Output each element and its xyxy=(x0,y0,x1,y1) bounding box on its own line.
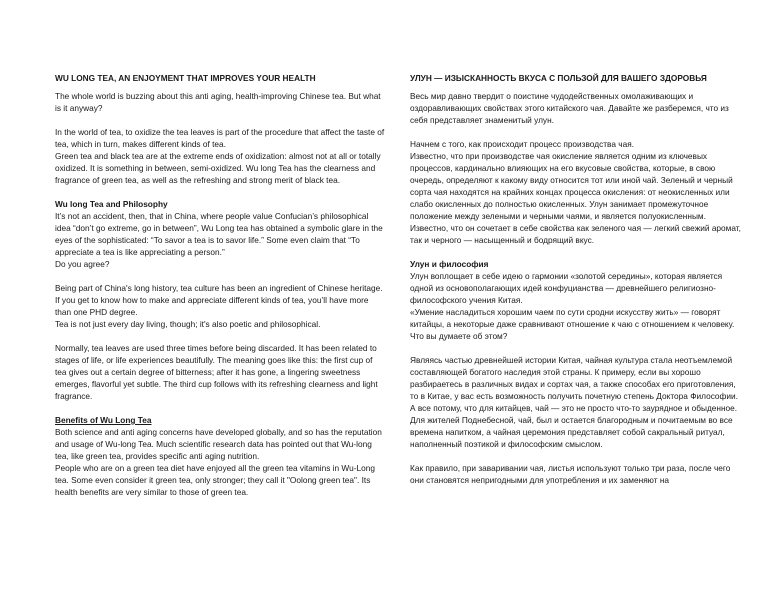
english-benefits-paragraph-2: People who are on a green tea diet have enjoyed all the green tea vitamins in Wu-Long tea. Some even consider it green tea, only stronger; they call it "Oolong green tea". Its health benefits are very similar to those of green tea. xyxy=(55,463,375,497)
english-philosophy-heading: Wu long Tea and Philosophy xyxy=(55,199,168,209)
russian-brewing-paragraph: Как правило, при заваривании чая, листья используют только три раза, после чего они становятся непригодными для употребления и их заменяют на xyxy=(410,463,731,485)
russian-history-paragraph: Являясь частью древнейшей истории Китая, чайная культура стала неотъемлемой составляющей богатого наследия этой страны. К примеру, если вы хорошо разбираетесь в различных видах и сортах чая, а также способах его приготовления, то в Китае, у вас есть возможность получить почетную степень Доктора Философии. А все потому, что для китайцев, чай — это не просто что-то заурядное и обыденное. Для жителей Поднебесной, чай, был и остается благородным и почитаемым во все времена напитком, а чайная церемония представляет собой сакральный ритуал, наполненный поэтикой и философским смыслом. xyxy=(410,355,738,449)
english-philosophy-paragraph: It’s not an accident, then, that in China, where people value Confucian’s philosophical idea “don’t go extreme, go in between”, Wu Long tea has obtained a symbolic glare in the eyes of the sophisticated: “To savor a tea is to savor life.” Some even claim that “To appreciate a tea is like appreciating a person.” xyxy=(55,211,383,257)
russian-philosophy-question: Что вы думаете об этом? xyxy=(410,331,508,341)
english-column xyxy=(55,72,385,498)
english-history-paragraph: Being part of China's long history, tea culture has been an ingredient of Chinese heritage. If you get to know how to make and appreciate different kinds of tea, you’ll have more than one PHD degree. xyxy=(55,283,383,317)
russian-production-paragraph: Начнем с того, как происходит процесс производства чая. xyxy=(410,139,634,149)
russian-intro: Весь мир давно твердит о поистине чудодейственных омолаживающих и оздоравливающих свойствах этого китайского чая. Давайте же разберемся, что из себя представляет знаменитый улун. xyxy=(410,91,729,125)
russian-column xyxy=(410,72,742,486)
english-poetic-paragraph: Tea is not just every day living, though; it's also poetic and philosophical. xyxy=(55,319,321,329)
english-brewing-paragraph: Normally, tea leaves are used three times before being discarded. It has been related to stages of life, or life experiences beautifully. The meaning goes like this: the first cup of tea gives out a certain degree of bitterness; after it has gone, a lingering sweetness emerges, flavorful yet subtle. The third cup follows with its refreshing clearness and light fragrance. xyxy=(55,343,378,401)
english-philosophy-question: Do you agree? xyxy=(55,259,110,269)
russian-philosophy-heading: Улун и философия xyxy=(410,259,489,269)
english-title: WU LONG TEA, AN ENJOYMENT THAT IMPROVES YOUR HEALTH xyxy=(55,73,316,83)
english-intro: The whole world is buzzing about this anti aging, health-improving Chinese tea. But what is it anyway? xyxy=(55,91,381,113)
english-benefits-paragraph-1: Both science and anti aging concerns have developed globally, and so has the reputation and usage of Wu-long Tea. Much scientific research data has pointed out that Wu-long tea, like green tea, provides specific anti aging nutrition. xyxy=(55,427,382,461)
russian-oxidation-paragraph: Известно, что при производстве чая окисление является одним из ключевых процессов, кардинально влияющих на его вкусовые свойства, которые, в свою очередь, определяют к какому виду относится тот или иной чай. Зеленый и черный сорта чая находятся на крайних концах процесса окисления: от неокисленных или слабо окисленных до полностью окисленных. Улун занимает промежуточное положение между зелеными и черными чаями, и является полуокисленным. Известно, что он сочетает в себе свойства как зеленого чая — легкий свежий аромат, так и черного — насыщенный и бодрящий вкус. xyxy=(410,151,741,245)
russian-philosophy-paragraph-2: «Умение насладиться хорошим чаем по сути сродни искусству жить» — говорят китайцы, а некоторые даже сравнивают отношение к чаю с отношением к человеку. xyxy=(410,307,735,329)
english-benefits-heading: Benefits of Wu Long Tea xyxy=(55,415,152,425)
russian-title: УЛУН — ИЗЫСКАННОСТЬ ВКУСА С ПОЛЬЗОЙ ДЛЯ ВАШЕГО ЗДОРОВЬЯ xyxy=(410,73,707,83)
english-green-black-paragraph: Green tea and black tea are at the extreme ends of oxidization: almost not at all or totally oxidized. It is something in between, semi-oxidized. Wu long Tea has the clearness and fragrance of green tea, as well as the refreshing and strong merit of black tea. xyxy=(55,151,381,185)
english-oxidation-paragraph: In the world of tea, to oxidize the tea leaves is part of the procedure that affect the taste of tea, which in turn, makes different kinds of tea. xyxy=(55,127,385,149)
russian-philosophy-paragraph-1: Улун воплощает в себе идею о гармонии «золотой середины», которая является одной из основополагающих идей конфуцианства — древнейшего религиозно-философского учения Китая. xyxy=(410,271,723,305)
